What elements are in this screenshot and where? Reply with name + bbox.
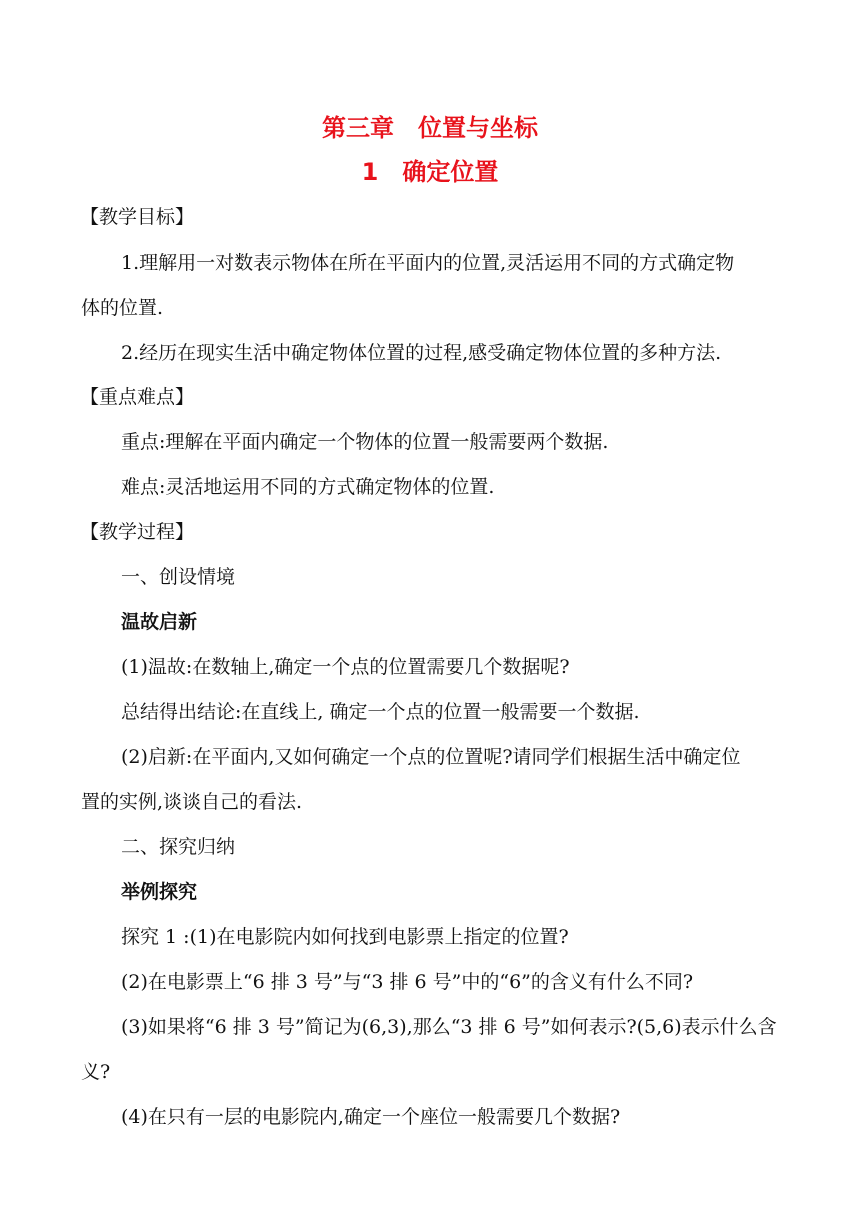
objectives-heading: 【教学目标】 bbox=[80, 206, 195, 228]
exploration-2: (2)在电影票上“6 排 3 号”与“3 排 6 号”中的“6”的含义有什么不同? bbox=[121, 971, 694, 993]
key-points-heading: 【重点难点】 bbox=[80, 386, 195, 408]
part-2-heading: 二、探究归纳 bbox=[121, 836, 236, 858]
question-2-line-1: (2)启新:在平面内,又如何确定一个点的位置呢?请同学们根据生活中确定位 bbox=[121, 746, 741, 768]
part-2-subheading: 举例探究 bbox=[121, 881, 198, 903]
part-1-heading: 一、创设情境 bbox=[121, 566, 236, 588]
chapter-title: 第三章 位置与坐标 bbox=[322, 114, 538, 142]
question-2-line-2: 置的实例,谈谈自己的看法. bbox=[81, 791, 303, 813]
exploration-3-line-1: (3)如果将“6 排 3 号”简记为(6,3),那么“3 排 6 号”如何表示?(5,6)表示什么含 bbox=[121, 1016, 777, 1038]
section-title: 1 确定位置 bbox=[361, 158, 499, 186]
exploration-4: (4)在只有一层的电影院内,确定一个座位一般需要几个数据? bbox=[121, 1106, 621, 1128]
exploration-1: 探究 1 :(1)在电影院内如何找到电影票上指定的位置? bbox=[121, 926, 569, 948]
process-heading: 【教学过程】 bbox=[80, 521, 195, 543]
exploration-3-line-2: 义? bbox=[81, 1061, 111, 1083]
objective-1-line-2: 体的位置. bbox=[81, 297, 164, 319]
difficulty-point: 难点:灵活地运用不同的方式确定物体的位置. bbox=[121, 476, 495, 498]
key-point: 重点:理解在平面内确定一个物体的位置一般需要两个数据. bbox=[121, 431, 609, 453]
question-1: (1)温故:在数轴上,确定一个点的位置需要几个数据呢? bbox=[121, 656, 570, 678]
part-1-subheading: 温故启新 bbox=[121, 611, 198, 633]
objective-2: 2.经历在现实生活中确定物体位置的过程,感受确定物体位置的多种方法. bbox=[121, 342, 722, 364]
conclusion: 总结得出结论:在直线上, 确定一个点的位置一般需要一个数据. bbox=[121, 701, 640, 723]
objective-1-line-1: 1.理解用一对数表示物体在所在平面内的位置,灵活运用不同的方式确定物 bbox=[121, 252, 735, 274]
